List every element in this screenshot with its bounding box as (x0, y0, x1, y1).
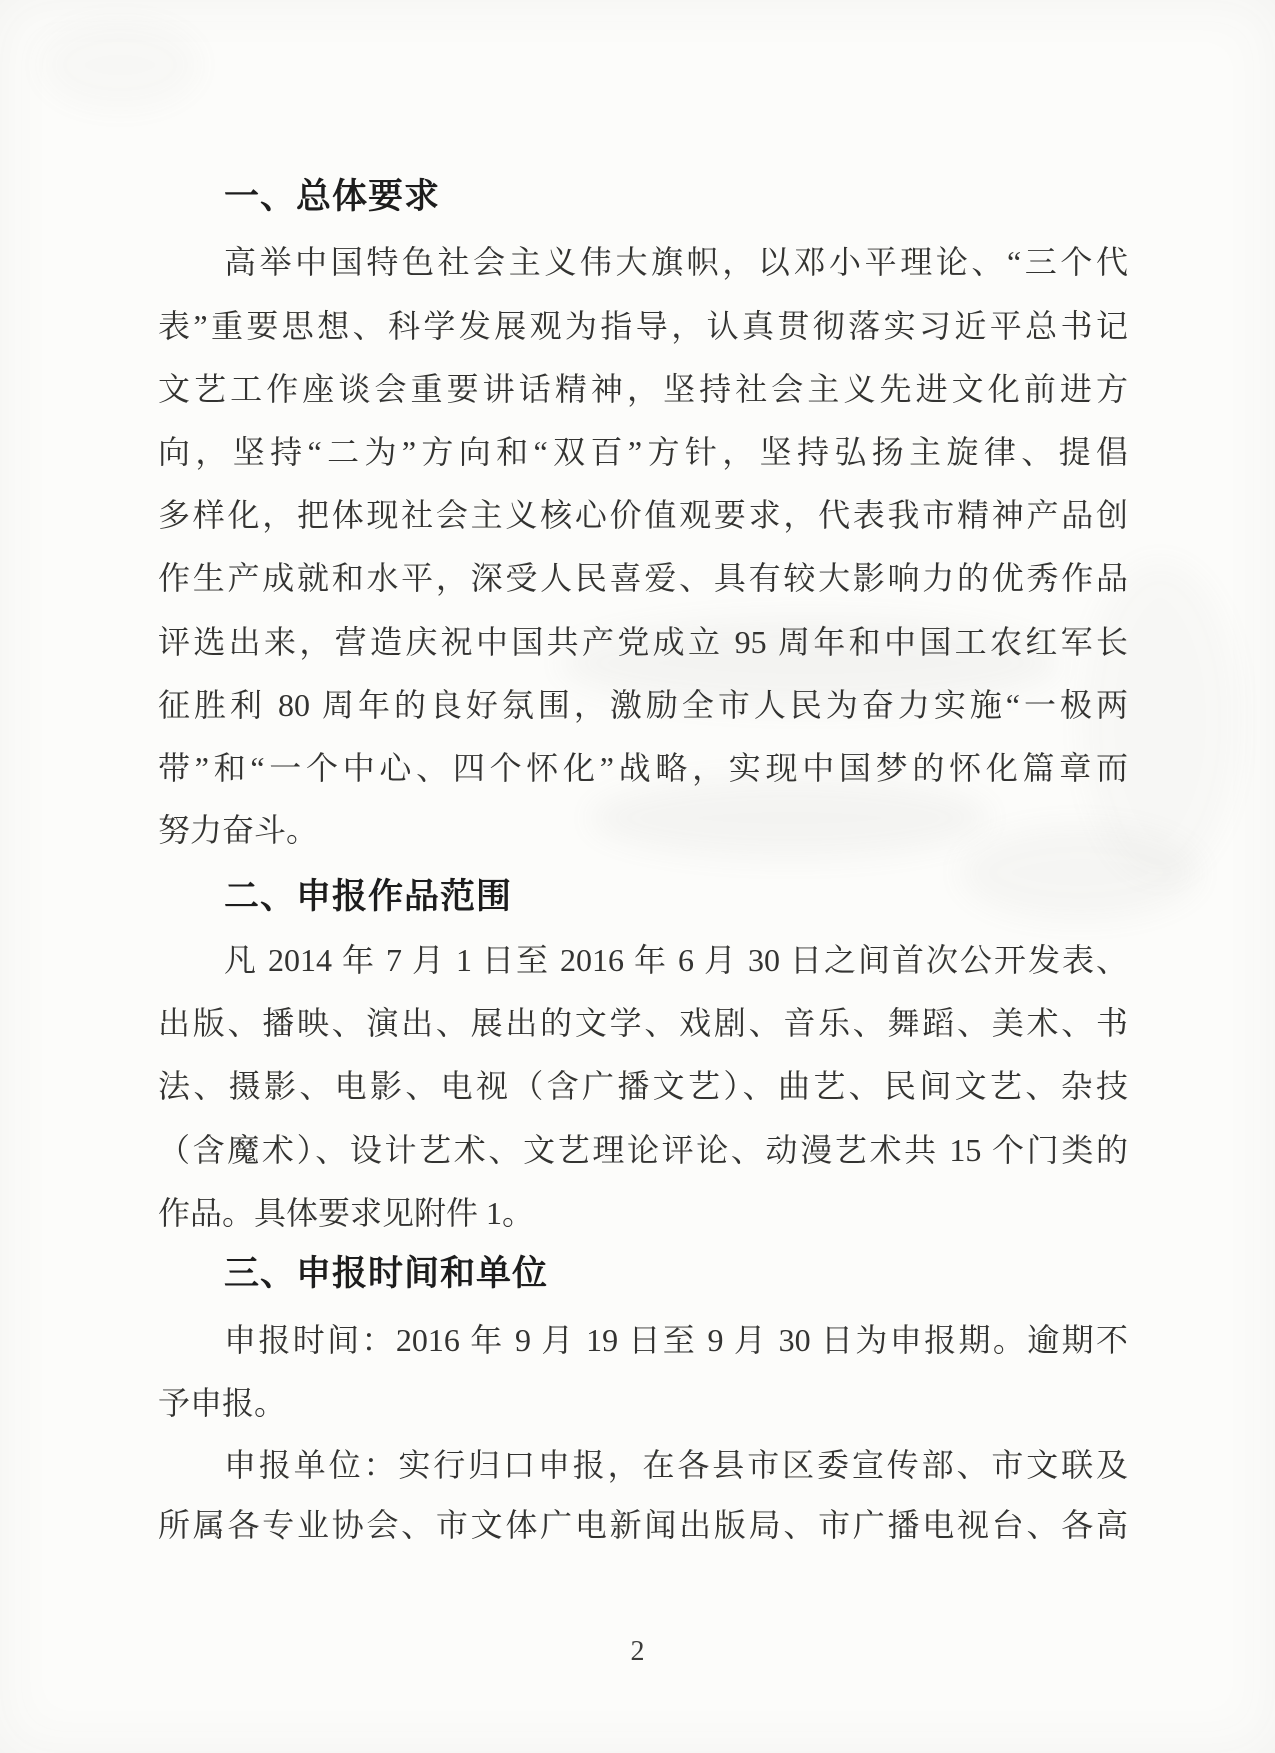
text-line: 征胜利 80 周年的良好氛围，激励全市人民为奋力实施“一极两 (158, 687, 1128, 723)
text-line: 凡 2014 年 7 月 1 日至 2016 年 6 月 30 日之间首次公开发表、 (224, 942, 1128, 978)
text-line: 文艺工作座谈会重要讲话精神，坚持社会主义先进文化前进方 (158, 371, 1128, 407)
text-line: 申报单位：实行归口申报，在各县市区委宣传部、市文联及 (224, 1447, 1128, 1483)
section-2-heading: 二、申报作品范围 (224, 877, 513, 916)
text-line: 作生产成就和水平，深受人民喜爱、具有较大影响力的优秀作品 (158, 560, 1128, 596)
text-line: 予申报。 (158, 1385, 287, 1421)
text-line: 多样化，把体现社会主义核心价值观要求，代表我市精神产品创 (158, 497, 1128, 533)
text-line: 带”和“一个中心、四个怀化”战略，实现中国梦的怀化篇章而 (158, 750, 1128, 786)
text-line: 出版、播映、演出、展出的文学、戏剧、音乐、舞蹈、美术、书 (158, 1005, 1128, 1041)
text-line: 所属各专业协会、市文体广电新闻出版局、市广播电视台、各高 (158, 1507, 1128, 1543)
text-line: 高举中国特色社会主义伟大旗帜，以邓小平理论、“三个代 (224, 244, 1128, 280)
section-1-heading: 一、总体要求 (224, 177, 441, 216)
text-line: 向，坚持“二为”方向和“双百”方针，坚持弘扬主旋律、提倡 (158, 434, 1128, 470)
text-line: 法、摄影、电影、电视（含广播文艺）、曲艺、民间文艺、杂技 (158, 1068, 1128, 1104)
section-3-heading: 三、申报时间和单位 (224, 1254, 549, 1293)
text-line: 评选出来，营造庆祝中国共产党成立 95 周年和中国工农红军长 (158, 624, 1128, 660)
page-number: 2 (630, 1636, 645, 1667)
text-line: （含魔术）、设计艺术、文艺理论评论、动漫艺术共 15 个门类的 (158, 1132, 1128, 1168)
document-body (158, 0, 1128, 1753)
text-line: 申报时间：2016 年 9 月 19 日至 9 月 30 日为申报期。逾期不 (224, 1322, 1128, 1358)
text-line: 表”重要思想、科学发展观为指导，认真贯彻落实习近平总书记 (158, 308, 1128, 344)
text-line: 作品。具体要求见附件 1。 (158, 1195, 535, 1231)
text-line: 努力奋斗。 (158, 812, 319, 848)
